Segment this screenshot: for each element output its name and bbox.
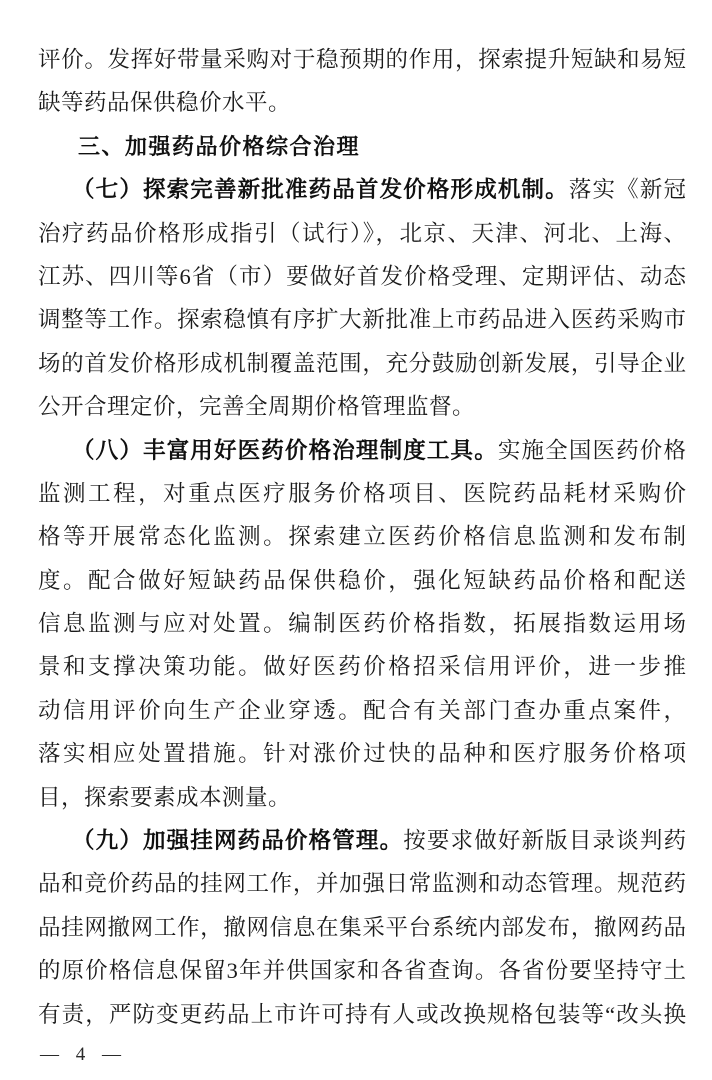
body-text: 落实相应处置措施。针对涨价过快的品种和医疗服务价格项	[38, 741, 686, 767]
body-text: 的原价格信息保留3年并供国家和各省查询。各省份要坚持守土	[38, 958, 686, 984]
body-text: 品挂网撤网工作，撤网信息在集采平台系统内部发布，撤网药品	[38, 914, 686, 940]
body-text: 有责，严防变更药品上市许可持有人或改换规格包装等“改头换	[38, 1001, 686, 1027]
body-text: 格等开展常态化监测。探索建立医药价格信息监测和发布制	[38, 524, 686, 550]
item-lead-text: （七）探索完善新批准药品首发价格形成机制。	[72, 177, 569, 203]
body-text: 景和支撑决策功能。做好医药价格招采信用评价，进一步推	[38, 654, 686, 680]
text-line	[38, 559, 686, 602]
text-line	[38, 255, 686, 298]
text-line	[38, 342, 686, 385]
body-text: 度。配合做好短缺药品保供稳价，强化短缺药品价格和配送	[38, 567, 686, 593]
section-heading-text: 三、加强药品价格综合治理	[78, 133, 361, 159]
text-line	[38, 515, 686, 558]
text-line	[38, 906, 686, 949]
page-number: — 4 —	[40, 1044, 127, 1065]
body-text: 调整等工作。探索稳慎有序扩大新批准上市药品进入医药采购市	[38, 307, 686, 333]
body-text: 按要求做好新版目录谈判药	[403, 828, 686, 854]
section-heading	[38, 125, 686, 168]
body-text: 动信用评价向生产企业穿透。配合有关部门查办重点案件，	[38, 697, 686, 723]
body-text: 缺等药品保供稳价水平。	[38, 90, 292, 116]
text-line	[38, 689, 686, 732]
text-line	[38, 776, 686, 819]
text-line	[38, 819, 686, 862]
text-line	[38, 298, 686, 341]
text-line	[38, 38, 686, 81]
body-text: 公开合理定价，完善全周期价格管理监督。	[38, 394, 476, 420]
body-text: 江苏、四川等6省（市）要做好首发价格受理、定期评估、动态	[38, 263, 686, 289]
text-line	[38, 645, 686, 688]
item-lead-text: （八）丰富用好医药价格治理制度工具。	[72, 437, 498, 463]
body-text: 信息监测与应对处置。编制医药价格指数，拓展指数运用场	[38, 611, 686, 637]
body-text: 实施全国医药价格	[497, 437, 686, 463]
text-line	[38, 949, 686, 992]
document-body	[38, 38, 686, 1036]
text-line	[38, 212, 686, 255]
item-lead-text: （九）加强挂网药品价格管理。	[72, 828, 404, 854]
body-text: 评价。发挥好带量采购对于稳预期的作用，探索提升短缺和易短	[38, 47, 686, 72]
body-text: 监测工程，对重点医疗服务价格项目、医院药品耗材采购价	[38, 480, 686, 506]
text-line	[38, 993, 686, 1036]
text-line	[38, 862, 686, 905]
text-line	[38, 385, 686, 428]
text-line	[38, 472, 686, 515]
text-line	[38, 429, 686, 472]
text-line	[38, 732, 686, 775]
body-text: 落实《新冠	[568, 177, 686, 203]
text-line	[38, 168, 686, 211]
body-text: 场的首发价格形成机制覆盖范围，充分鼓励创新发展，引导企业	[38, 350, 686, 376]
text-line	[38, 602, 686, 645]
body-text: 品和竞价药品的挂网工作，并加强日常监测和动态管理。规范药	[38, 871, 686, 897]
body-text: 目，探索要素成本测量。	[38, 784, 292, 810]
body-text: 治疗药品价格形成指引（试行）》，北京、天津、河北、上海、	[38, 220, 686, 246]
text-line	[38, 81, 686, 124]
